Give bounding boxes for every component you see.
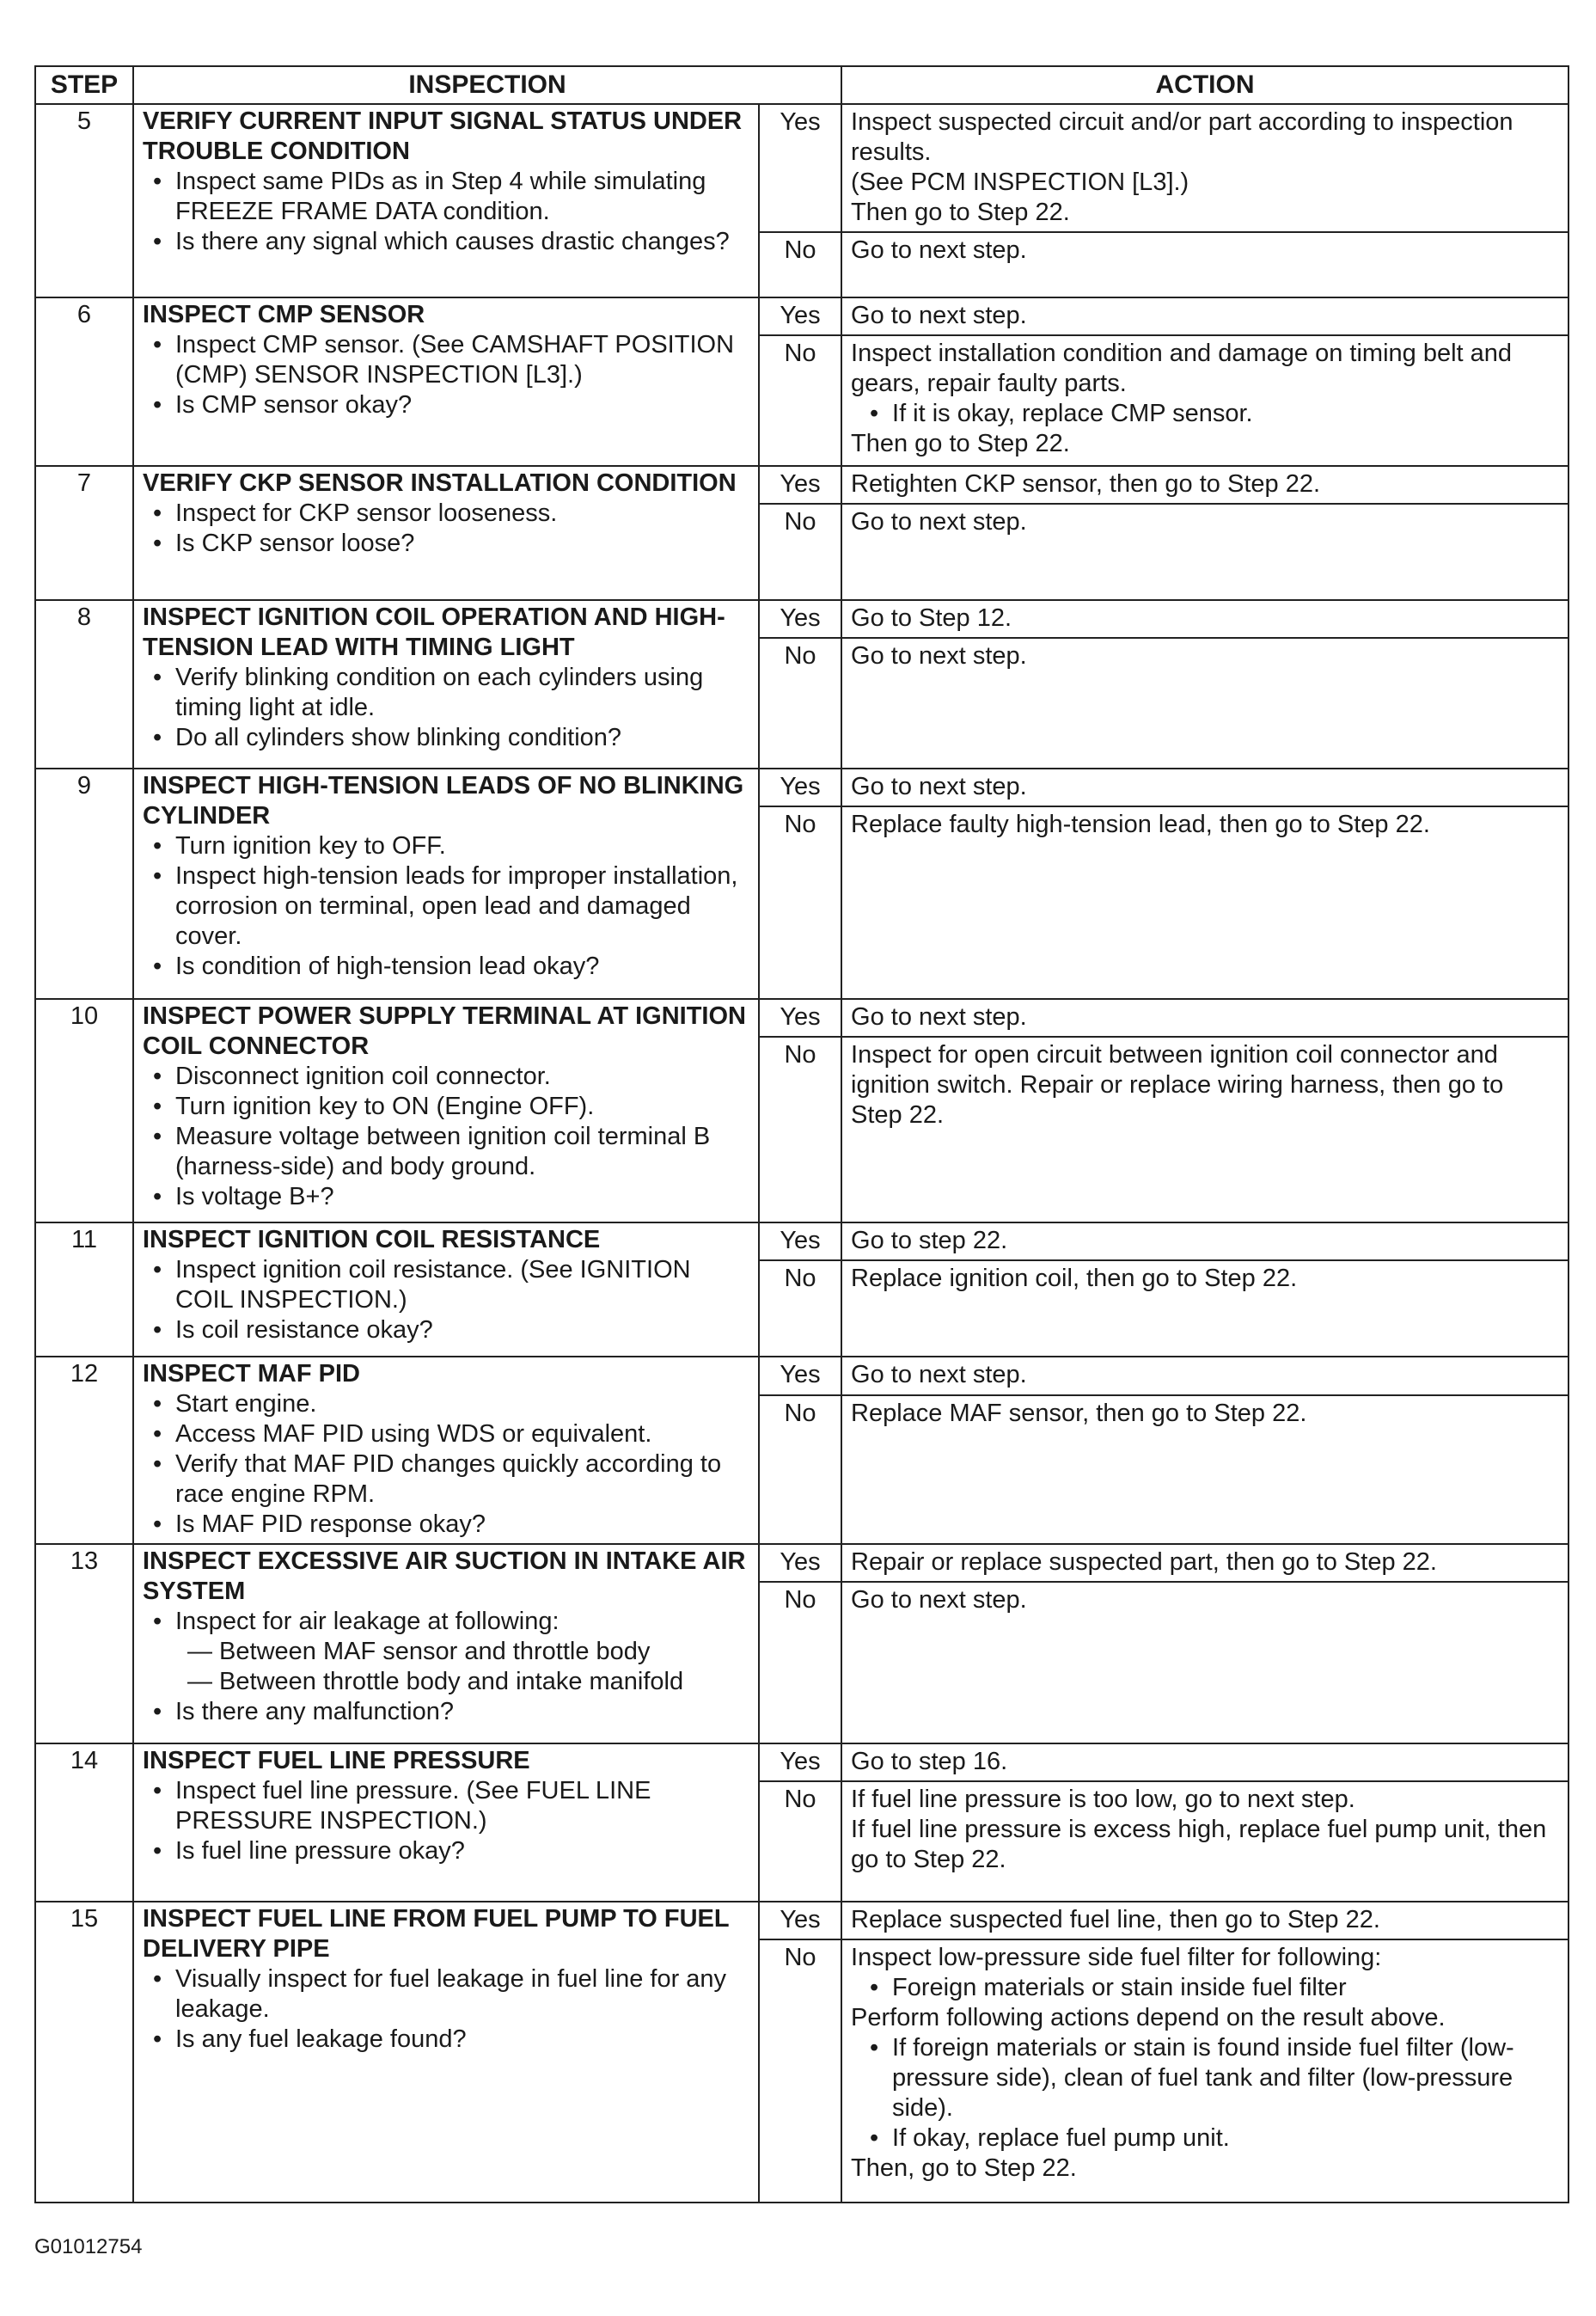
inspection-bullet: • Verify that MAF PID changes quickly according to race engine RPM.	[175, 1449, 749, 1510]
yes-action	[841, 1743, 1568, 1781]
yes-label: Yes	[759, 1743, 841, 1781]
inspection-cell	[133, 1544, 759, 1743]
yes-action	[841, 1902, 1568, 1939]
step-number: 11	[35, 1222, 133, 1357]
table-row	[35, 1902, 1568, 1939]
action-line: Then, go to Step 22.	[851, 2154, 1077, 2182]
no-action	[841, 1395, 1568, 1544]
document	[34, 65, 1568, 2203]
inspection-bullet: • Is there any signal which causes drastic changes?	[175, 227, 749, 257]
action-line: Go to step 16.	[851, 1748, 1008, 1775]
no-action	[841, 806, 1568, 999]
inspection-bullets	[143, 663, 749, 753]
action-line: Go to Step 12.	[851, 604, 1012, 632]
table-row	[35, 1743, 1568, 1781]
action-line: Go to next step.	[851, 1361, 1027, 1388]
no-action	[841, 1037, 1568, 1222]
inspection-bullet: • Inspect for CKP sensor looseness.	[175, 499, 749, 529]
inspection-title: INSPECT MAF PID	[143, 1360, 360, 1388]
action-line: Then go to Step 22.	[851, 430, 1070, 457]
inspection-bullet: • Access MAF PID using WDS or equivalent.	[175, 1419, 749, 1449]
inspection-bullet: • Inspect CMP sensor. (See CAMSHAFT POSITION (CMP) SENSOR INSPECTION [L3].)	[175, 330, 749, 390]
table-row	[35, 104, 1568, 232]
inspection-cell	[133, 1357, 759, 1544]
inspection-title: INSPECT IGNITION COIL RESISTANCE	[143, 1226, 601, 1253]
inspection-bullets	[143, 1964, 749, 2055]
inspection-bullets	[143, 499, 749, 559]
yes-action	[841, 769, 1568, 806]
action-line: Go to next step.	[851, 1003, 1027, 1031]
inspection-bullets	[143, 831, 749, 982]
header-inspection: INSPECTION	[133, 66, 841, 104]
diagnostic-table	[34, 65, 1569, 2203]
action-line: Go to next step.	[851, 642, 1027, 670]
inspection-bullet: • Verify blinking condition on each cylinders using timing light at idle.	[175, 663, 749, 723]
inspection-cell	[133, 104, 759, 297]
action-line: Go to next step.	[851, 508, 1027, 536]
yes-label: Yes	[759, 999, 841, 1037]
yes-action	[841, 104, 1568, 232]
inspection-bullets	[143, 1062, 749, 1212]
no-label: No	[759, 1395, 841, 1544]
inspection-cell	[133, 769, 759, 999]
no-label: No	[759, 335, 841, 466]
yes-label: Yes	[759, 600, 841, 638]
table-row	[35, 999, 1568, 1037]
action-line: (See PCM INSPECTION [L3].)	[851, 168, 1189, 196]
inspection-bullet: • Is coil resistance okay?	[175, 1315, 749, 1345]
inspection-bullet: • Inspect high-tension leads for improper installation, corrosion on terminal, open lead and damaged cover.	[175, 861, 749, 952]
action-line: • If foreign materials or stain is found inside fuel filter (low-pressure side), clean of fuel tank and filter (low-pressure side).	[851, 2033, 1559, 2123]
inspection-bullet: • Inspect fuel line pressure. (See FUEL LINE PRESSURE INSPECTION.)	[175, 1776, 749, 1836]
action-line: Replace suspected fuel line, then go to Step 22.	[851, 1906, 1380, 1933]
table-row	[35, 1544, 1568, 1582]
table-row	[35, 297, 1568, 335]
yes-label: Yes	[759, 1544, 841, 1582]
yes-label: Yes	[759, 769, 841, 806]
inspection-bullet: • Is CKP sensor loose?	[175, 529, 749, 559]
step-number: 13	[35, 1544, 133, 1743]
inspection-title: VERIFY CURRENT INPUT SIGNAL STATUS UNDER TROUBLE CONDITION	[143, 107, 743, 165]
inspection-bullets	[143, 167, 749, 257]
no-action	[841, 335, 1568, 466]
action-line: Go to next step.	[851, 302, 1027, 329]
action-line: If fuel line pressure is excess high, replace fuel pump unit, then go to Step 22.	[851, 1816, 1547, 1873]
table-row	[35, 1357, 1568, 1395]
action-line: Go to step 22.	[851, 1227, 1008, 1254]
no-label: No	[759, 806, 841, 999]
inspection-cell	[133, 600, 759, 769]
yes-action	[841, 1357, 1568, 1395]
action-line: Go to next step.	[851, 1586, 1027, 1614]
inspection-bullets	[143, 1255, 749, 1345]
inspection-bullets	[143, 1607, 749, 1727]
yes-action	[841, 466, 1568, 504]
inspection-bullet: • Measure voltage between ignition coil terminal B (harness-side) and body ground.	[175, 1122, 749, 1182]
action-line: Inspect suspected circuit and/or part according to inspection results.	[851, 108, 1513, 166]
step-number: 6	[35, 297, 133, 466]
no-label: No	[759, 1037, 841, 1222]
yes-label: Yes	[759, 1222, 841, 1260]
no-label: No	[759, 1582, 841, 1743]
inspection-title: INSPECT CMP SENSOR	[143, 301, 425, 328]
table-row	[35, 1222, 1568, 1260]
no-action	[841, 1939, 1568, 2203]
step-number: 7	[35, 466, 133, 600]
inspection-bullet: • Is CMP sensor okay?	[175, 390, 749, 420]
no-action	[841, 1582, 1568, 1743]
inspection-bullet: • Turn ignition key to ON (Engine OFF).	[175, 1092, 749, 1122]
inspection-bullet: • Inspect ignition coil resistance. (See IGNITION COIL INSPECTION.)	[175, 1255, 749, 1315]
action-line: Perform following actions depend on the result above.	[851, 2004, 1446, 2031]
step-number: 14	[35, 1743, 133, 1902]
inspection-bullet: • Inspect same PIDs as in Step 4 while simulating FREEZE FRAME DATA condition.	[175, 167, 749, 227]
no-action	[841, 1260, 1568, 1357]
yes-label: Yes	[759, 466, 841, 504]
inspection-cell	[133, 1222, 759, 1357]
inspection-title: INSPECT HIGH-TENSION LEADS OF NO BLINKING CYLINDER	[143, 772, 744, 830]
inspection-title: INSPECT POWER SUPPLY TERMINAL AT IGNITION COIL CONNECTOR	[143, 1002, 746, 1060]
inspection-cell	[133, 1902, 759, 2203]
yes-label: Yes	[759, 1357, 841, 1395]
action-line: Go to next step.	[851, 773, 1027, 800]
inspection-cell	[133, 297, 759, 466]
action-line: Replace MAF sensor, then go to Step 22.	[851, 1400, 1307, 1428]
inspection-bullet: • Is voltage B+?	[175, 1182, 749, 1212]
inspection-bullet: • Is any fuel leakage found?	[175, 2025, 749, 2055]
inspection-bullets	[143, 1389, 749, 1540]
yes-action	[841, 1222, 1568, 1260]
inspection-bullet: • Start engine.	[175, 1389, 749, 1419]
table-row	[35, 769, 1568, 806]
inspection-title: INSPECT FUEL LINE FROM FUEL PUMP TO FUEL DELIVERY PIPE	[143, 1905, 730, 1963]
action-line: If fuel line pressure is too low, go to next step.	[851, 1786, 1355, 1813]
no-label: No	[759, 1260, 841, 1357]
step-number: 5	[35, 104, 133, 297]
inspection-cell	[133, 999, 759, 1222]
figure-code: G01012754	[34, 2235, 143, 2258]
no-action	[841, 1781, 1568, 1902]
inspection-bullet: • Do all cylinders show blinking condition?	[175, 723, 749, 753]
inspection-cell	[133, 466, 759, 600]
action-line: Inspect low-pressure side fuel filter for following:	[851, 1944, 1382, 1971]
inspection-bullet: • Is MAF PID response okay?	[175, 1510, 749, 1540]
no-label: No	[759, 232, 841, 297]
step-number: 12	[35, 1357, 133, 1544]
inspection-bullet: • Is there any malfunction?	[175, 1697, 749, 1727]
table-row	[35, 466, 1568, 504]
no-action	[841, 638, 1568, 769]
table-body	[35, 104, 1568, 2203]
header-action: ACTION	[841, 66, 1568, 104]
step-number: 15	[35, 1902, 133, 2203]
inspection-bullet: • Is condition of high-tension lead okay?	[175, 952, 749, 982]
inspection-cell	[133, 1743, 759, 1902]
yes-label: Yes	[759, 297, 841, 335]
no-label: No	[759, 1939, 841, 2203]
inspection-title: INSPECT EXCESSIVE AIR SUCTION IN INTAKE AIR SYSTEM	[143, 1547, 746, 1605]
yes-label: Yes	[759, 1902, 841, 1939]
action-line: Repair or replace suspected part, then go to Step 22.	[851, 1548, 1437, 1576]
no-label: No	[759, 1781, 841, 1902]
yes-action	[841, 1544, 1568, 1582]
inspection-bullets	[143, 330, 749, 420]
no-action	[841, 232, 1568, 297]
yes-label: Yes	[759, 104, 841, 232]
header-step: STEP	[35, 66, 133, 104]
yes-action	[841, 297, 1568, 335]
inspection-bullet: • Disconnect ignition coil connector.	[175, 1062, 749, 1092]
step-number: 9	[35, 769, 133, 999]
table-header-row	[35, 66, 1568, 104]
action-line: Then go to Step 22.	[851, 199, 1070, 226]
no-label: No	[759, 638, 841, 769]
inspection-title: INSPECT IGNITION COIL OPERATION AND HIGH-TENSION LEAD WITH TIMING LIGHT	[143, 604, 725, 661]
inspection-bullet: • Turn ignition key to OFF.	[175, 831, 749, 861]
action-line: Inspect for open circuit between ignition coil connector and ignition switch. Repair or replace wiring harness, then go to Step 22.	[851, 1041, 1504, 1129]
action-line: Replace faulty high-tension lead, then go to Step 22.	[851, 811, 1430, 838]
inspection-bullet: • Is fuel line pressure okay?	[175, 1836, 749, 1866]
action-line: • If okay, replace fuel pump unit.	[851, 2123, 1559, 2154]
inspection-title: INSPECT FUEL LINE PRESSURE	[143, 1747, 530, 1774]
action-line: • Foreign materials or stain inside fuel filter	[851, 1973, 1559, 2003]
inspection-bullet: — Between throttle body and intake manifold	[187, 1668, 684, 1695]
yes-action	[841, 600, 1568, 638]
step-number: 8	[35, 600, 133, 769]
action-line: Inspect installation condition and damage on timing belt and gears, repair faulty parts.	[851, 340, 1513, 397]
inspection-bullets	[143, 1776, 749, 1866]
inspection-bullet: • Inspect for air leakage at following:	[175, 1607, 749, 1637]
inspection-bullet: • Visually inspect for fuel leakage in fuel line for any leakage.	[175, 1964, 749, 2025]
action-line: Retighten CKP sensor, then go to Step 22.	[851, 470, 1321, 498]
no-action	[841, 504, 1568, 600]
action-line: Go to next step.	[851, 236, 1027, 264]
table-row	[35, 600, 1568, 638]
action-line: Replace ignition coil, then go to Step 22.	[851, 1265, 1298, 1292]
action-line: • If it is okay, replace CMP sensor.	[851, 399, 1559, 429]
step-number: 10	[35, 999, 133, 1222]
no-label: No	[759, 504, 841, 600]
inspection-bullet: — Between MAF sensor and throttle body	[187, 1638, 651, 1665]
inspection-title: VERIFY CKP SENSOR INSTALLATION CONDITION	[143, 469, 737, 497]
yes-action	[841, 999, 1568, 1037]
